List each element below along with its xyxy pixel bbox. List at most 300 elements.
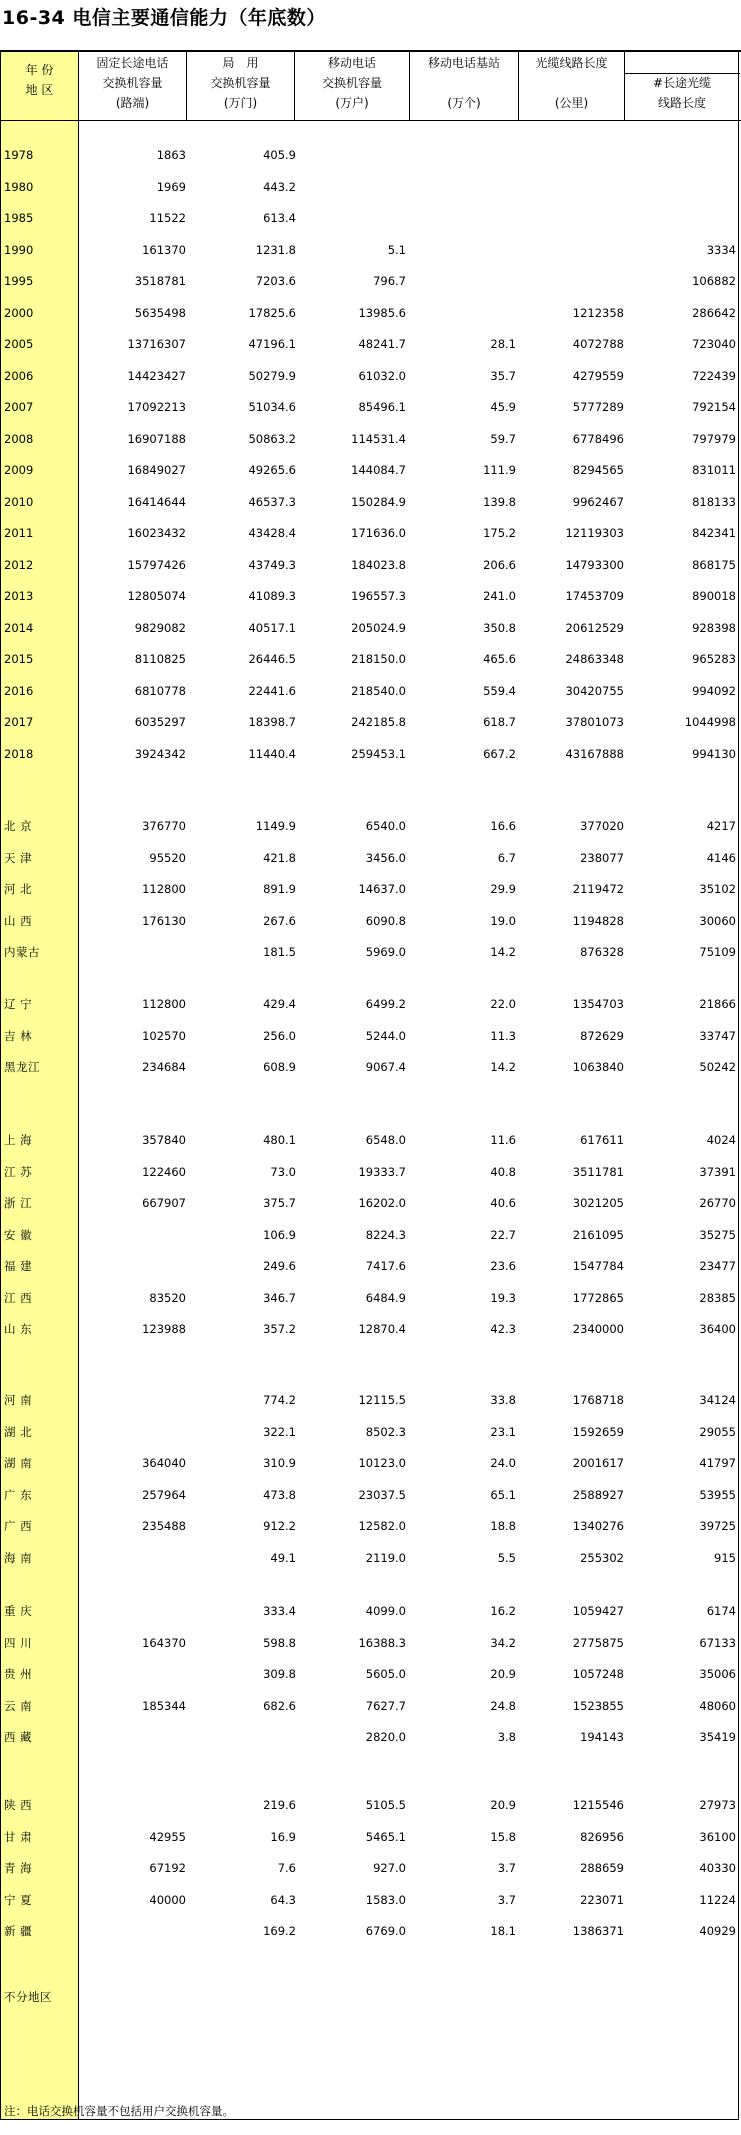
table-row — [0, 426, 741, 452]
table-row — [0, 1918, 741, 1944]
table-row — [0, 1724, 741, 1750]
row-label: 不分地区 — [4, 1990, 52, 2004]
table-cell: 85496.1 — [358, 400, 406, 414]
row-label: 云 南 — [4, 1698, 33, 1713]
column-header-line: 固定长途电话 — [96, 56, 169, 70]
table-row — [0, 1482, 741, 1508]
table-cell: 5244.0 — [365, 1028, 406, 1043]
table-cell: 20612529 — [565, 620, 624, 635]
table-cell: 185344 — [142, 1698, 186, 1713]
table-cell: 608.9 — [263, 1060, 296, 1074]
table-cell: 181.5 — [263, 945, 296, 959]
table-cell: 205024.9 — [351, 620, 406, 635]
row-label: 江 西 — [4, 1290, 33, 1305]
table-cell: 35419 — [699, 1730, 736, 1744]
table-cell: 14423427 — [127, 368, 186, 383]
table-cell: 238077 — [580, 850, 624, 865]
table-cell: 46537.3 — [248, 494, 296, 509]
table-cell: 219.6 — [263, 1798, 296, 1812]
table-cell: 3021205 — [572, 1196, 624, 1210]
table-cell: 346.7 — [263, 1290, 296, 1305]
table-cell: 83520 — [149, 1290, 186, 1305]
table-row — [0, 1253, 741, 1279]
table-cell: 139.8 — [483, 494, 516, 509]
table-cell: 11.6 — [490, 1133, 516, 1147]
row-label: 2005 — [4, 337, 34, 351]
table-cell: 1215546 — [572, 1798, 624, 1812]
table-cell: 22441.6 — [248, 683, 296, 698]
table-cell: 35006 — [699, 1667, 736, 1681]
table-cell: 23.1 — [490, 1424, 516, 1439]
table-cell: 34.2 — [490, 1635, 516, 1650]
table-cell: 112800 — [142, 882, 186, 896]
row-label: 2016 — [4, 683, 34, 698]
table-cell: 16.9 — [270, 1829, 296, 1844]
row-label: 2012 — [4, 557, 34, 572]
table-cell: 7.6 — [277, 1861, 296, 1875]
table-row — [0, 813, 741, 839]
table-cell: 4217 — [706, 819, 736, 833]
table-cell: 17453709 — [565, 589, 624, 603]
table-cell: 171636.0 — [351, 526, 406, 540]
table-cell: 150284.9 — [351, 494, 406, 509]
column-header-line: (路端) — [115, 96, 150, 110]
table-cell: 286642 — [692, 305, 736, 320]
table-cell: 405.9 — [263, 148, 296, 162]
row-label: 吉 林 — [4, 1028, 33, 1043]
table-row — [0, 1387, 741, 1413]
table-cell: 375.7 — [263, 1196, 296, 1210]
table-cell: 792154 — [692, 400, 736, 414]
table-row — [0, 552, 741, 578]
table-cell: 796.7 — [373, 274, 406, 288]
table-cell: 6548.0 — [365, 1133, 406, 1147]
table-cell: 1583.0 — [365, 1892, 406, 1907]
table-cell: 255302 — [580, 1550, 624, 1565]
table-cell: 28.1 — [490, 337, 516, 351]
table-cell: 912.2 — [263, 1519, 296, 1533]
table-cell: 2588927 — [572, 1487, 624, 1502]
table-cell: 350.8 — [483, 620, 516, 635]
row-label: 2007 — [4, 400, 34, 414]
table-cell: 927.0 — [373, 1861, 406, 1875]
row-label: 2008 — [4, 431, 34, 446]
row-label: 广 东 — [4, 1487, 33, 1502]
table-cell: 890018 — [692, 589, 736, 603]
table-cell: 5465.1 — [365, 1829, 406, 1844]
table-row — [0, 583, 741, 609]
table-cell: 37801073 — [565, 715, 624, 729]
table-cell: 6540.0 — [365, 819, 406, 833]
table-row — [0, 1824, 741, 1850]
table-cell: 95520 — [149, 850, 186, 865]
table-cell: 40000 — [149, 1892, 186, 1907]
table-cell: 218150.0 — [351, 652, 406, 666]
row-label: 河 北 — [4, 882, 33, 896]
table-cell: 196557.3 — [351, 589, 406, 603]
table-cell: 2340000 — [572, 1322, 624, 1336]
table-cell: 6778496 — [572, 431, 624, 446]
table-cell: 176130 — [142, 913, 186, 928]
table-cell: 267.6 — [263, 913, 296, 928]
table-cell: 67133 — [699, 1635, 736, 1650]
table-cell: 3518781 — [134, 274, 186, 288]
table-cell: 722439 — [692, 368, 736, 383]
table-row — [0, 394, 741, 420]
table-cell: 3.7 — [497, 1861, 516, 1875]
column-header-line: (万户) — [335, 96, 369, 110]
row-label: 内蒙古 — [4, 945, 40, 959]
table-cell: 1523855 — [572, 1698, 624, 1713]
table-cell: 19.3 — [490, 1290, 516, 1305]
table-row — [0, 1023, 741, 1049]
table-cell: 218540.0 — [351, 683, 406, 698]
table-cell: 11224 — [699, 1892, 736, 1907]
column-header-line: (万门) — [223, 96, 258, 110]
row-label: 2006 — [4, 368, 34, 383]
table-cell: 40330 — [699, 1861, 736, 1875]
table-cell: 12119303 — [565, 526, 624, 540]
table-cell: 29055 — [699, 1424, 736, 1439]
table-cell: 37391 — [699, 1164, 736, 1179]
table-cell: 43749.3 — [248, 557, 296, 572]
table-cell: 5969.0 — [365, 945, 406, 959]
table-cell: 30420755 — [565, 683, 624, 698]
column-header-mobile-exchange — [295, 53, 409, 113]
table-cell: 73.0 — [270, 1164, 296, 1179]
table-cell: 16023432 — [127, 526, 186, 540]
row-label: 山 西 — [4, 913, 33, 928]
table-cell: 12870.4 — [358, 1322, 406, 1336]
table-cell: 14.2 — [490, 1060, 516, 1074]
table-cell: 45.9 — [490, 400, 516, 414]
table-cell: 34124 — [699, 1393, 736, 1407]
row-label: 海 南 — [4, 1550, 33, 1565]
table-cell: 13985.6 — [358, 305, 406, 320]
table-cell: 6484.9 — [365, 1290, 406, 1305]
table-row — [0, 1316, 741, 1342]
table-cell: 613.4 — [263, 211, 296, 225]
table-cell: 67192 — [149, 1861, 186, 1875]
table-cell: 35275 — [699, 1227, 736, 1242]
table-row — [0, 1630, 741, 1656]
table-cell: 309.8 — [263, 1667, 296, 1681]
column-header-local-exchange — [187, 53, 294, 113]
table-cell: 618.7 — [483, 715, 516, 729]
table-cell: 18.1 — [490, 1924, 516, 1938]
table-cell: 559.4 — [483, 683, 516, 698]
row-label: 2015 — [4, 652, 34, 666]
table-cell: 13716307 — [127, 337, 186, 351]
table-title: 16-34 电信主要通信能力（年底数） — [2, 7, 326, 29]
table-cell: 17825.6 — [248, 305, 296, 320]
row-label: 贵 州 — [4, 1667, 33, 1681]
table-cell: 2119472 — [572, 882, 624, 896]
table-cell: 6810778 — [134, 683, 186, 698]
table-cell: 357840 — [142, 1133, 186, 1147]
table-cell: 3511781 — [572, 1164, 624, 1179]
column-header-line — [410, 73, 518, 93]
table-cell: 123988 — [142, 1322, 186, 1336]
table-cell: 288659 — [580, 1861, 624, 1875]
table-cell: 1768718 — [572, 1393, 624, 1407]
table-cell: 5.5 — [497, 1550, 516, 1565]
table-cell: 223071 — [580, 1892, 624, 1907]
table-cell: 169.2 — [263, 1924, 296, 1938]
table-row — [0, 1419, 741, 1445]
table-cell: 723040 — [692, 337, 736, 351]
table-cell: 1772865 — [572, 1290, 624, 1305]
table-cell: 465.6 — [483, 652, 516, 666]
table-cell: 27973 — [699, 1798, 736, 1812]
row-label: 2011 — [4, 526, 34, 540]
table-cell: 24.0 — [490, 1456, 516, 1470]
table-cell: 6769.0 — [365, 1924, 406, 1938]
column-header-line: 交换机容量 — [102, 76, 163, 90]
table-row — [0, 1285, 741, 1311]
table-cell: 421.8 — [263, 850, 296, 865]
table-cell: 43428.4 — [248, 526, 296, 540]
table-cell: 3334 — [706, 242, 736, 257]
table-cell: 2119.0 — [365, 1550, 406, 1565]
table-cell: 41797 — [699, 1456, 736, 1470]
table-cell: 994130 — [692, 746, 736, 761]
table-cell: 12115.5 — [358, 1393, 406, 1407]
table-cell: 23037.5 — [358, 1487, 406, 1502]
row-label: 湖 南 — [4, 1456, 33, 1470]
table-row — [0, 1661, 741, 1687]
table-cell: 40.8 — [490, 1164, 516, 1179]
column-header-line: 线路长度 — [657, 96, 706, 110]
table-row — [0, 678, 741, 704]
table-cell: 6.7 — [497, 850, 516, 865]
stub-header — [1, 60, 78, 100]
table-cell: 1592659 — [572, 1424, 624, 1439]
table-cell: 249.6 — [263, 1259, 296, 1273]
row-label: 青 海 — [4, 1861, 33, 1875]
row-label: 1990 — [4, 242, 34, 257]
row-label: 陕 西 — [4, 1798, 33, 1812]
table-cell: 818133 — [692, 494, 736, 509]
table-cell: 429.4 — [263, 997, 296, 1011]
column-header-long-haul-fiber — [625, 53, 739, 113]
table-cell: 15.8 — [490, 1829, 516, 1844]
table-cell: 18.8 — [490, 1519, 516, 1533]
table-cell: 842341 — [692, 526, 736, 540]
table-cell: 33.8 — [490, 1393, 516, 1407]
table-cell: 30060 — [699, 913, 736, 928]
table-cell: 2775875 — [572, 1635, 624, 1650]
table-cell: 42.3 — [490, 1322, 516, 1336]
table-cell: 11440.4 — [248, 746, 296, 761]
table-cell: 102570 — [142, 1028, 186, 1043]
table-cell: 310.9 — [263, 1456, 296, 1470]
column-header-line: 移动电话基站 — [427, 56, 500, 70]
table-cell: 16388.3 — [358, 1635, 406, 1650]
table-cell: 24863348 — [565, 652, 624, 666]
table-cell: 144084.7 — [351, 463, 406, 477]
row-label: 1985 — [4, 211, 34, 225]
table-cell: 1547784 — [572, 1259, 624, 1273]
table-cell: 5777289 — [572, 400, 624, 414]
table-cell: 774.2 — [263, 1393, 296, 1407]
table-cell: 42955 — [149, 1829, 186, 1844]
table-cell: 61032.0 — [358, 368, 406, 383]
table-cell: 50863.2 — [248, 431, 296, 446]
table-row — [0, 1127, 741, 1153]
column-header-line: #长途光缆 — [652, 76, 712, 90]
table-cell: 8224.3 — [365, 1227, 406, 1242]
table-row — [0, 520, 741, 546]
row-label: 2013 — [4, 589, 34, 603]
table-cell: 377020 — [580, 819, 624, 833]
row-label: 1978 — [4, 148, 34, 162]
row-label: 2000 — [4, 305, 34, 320]
table-row — [0, 991, 741, 1017]
row-label: 河 南 — [4, 1393, 33, 1407]
table-cell: 473.8 — [263, 1487, 296, 1502]
table-cell: 6174 — [706, 1604, 736, 1618]
table-row — [0, 1887, 741, 1913]
table-cell: 122460 — [142, 1164, 186, 1179]
row-label: 福 建 — [4, 1259, 33, 1273]
column-header-line — [519, 73, 624, 93]
table-cell: 28385 — [699, 1290, 736, 1305]
table-cell: 114531.4 — [351, 431, 406, 446]
table-cell: 256.0 — [263, 1028, 296, 1043]
table-cell: 6035297 — [134, 715, 186, 729]
table-cell: 106882 — [692, 274, 736, 288]
table-row — [0, 457, 741, 483]
table-cell: 1969 — [156, 179, 186, 194]
table-cell: 11.3 — [490, 1028, 516, 1043]
row-label: 1995 — [4, 274, 34, 288]
table-cell: 18398.7 — [248, 715, 296, 729]
table-row — [0, 237, 741, 263]
table-cell: 876328 — [580, 945, 624, 959]
table-row — [0, 1545, 741, 1571]
row-label: 甘 肃 — [4, 1829, 33, 1844]
table-row — [0, 1792, 741, 1818]
table-cell: 357.2 — [263, 1322, 296, 1336]
table-cell: 50279.9 — [248, 368, 296, 383]
row-label: 天 津 — [4, 850, 33, 865]
table-cell: 47196.1 — [248, 337, 296, 351]
table-row — [0, 615, 741, 641]
table-row — [0, 908, 741, 934]
table-row — [0, 1598, 741, 1624]
table-cell: 443.2 — [263, 179, 296, 194]
row-label: 湖 北 — [4, 1424, 33, 1439]
table-cell: 40.6 — [490, 1196, 516, 1210]
table-row — [0, 845, 741, 871]
table-cell: 5635498 — [134, 305, 186, 320]
table-cell: 480.1 — [263, 1133, 296, 1147]
table-cell: 3.7 — [497, 1892, 516, 1907]
table-cell: 9067.4 — [365, 1060, 406, 1074]
table-cell: 23.6 — [490, 1259, 516, 1273]
table-row — [0, 1054, 741, 1080]
table-cell: 12805074 — [127, 589, 186, 603]
table-cell: 16.2 — [490, 1604, 516, 1618]
column-header-base-stations — [410, 53, 518, 113]
table-cell: 682.6 — [263, 1698, 296, 1713]
table-cell: 9962467 — [572, 494, 624, 509]
table-cell: 6090.8 — [365, 913, 406, 928]
table-cell: 234684 — [142, 1060, 186, 1074]
table-cell: 175.2 — [483, 526, 516, 540]
table-cell: 915 — [714, 1550, 736, 1565]
table-cell: 1063840 — [572, 1060, 624, 1074]
table-cell: 1212358 — [572, 305, 624, 320]
row-label: 2018 — [4, 746, 34, 761]
table-row — [0, 646, 741, 672]
table-cell: 965283 — [692, 652, 736, 666]
table-cell: 64.3 — [270, 1892, 296, 1907]
table-cell: 23477 — [699, 1259, 736, 1273]
table-row — [0, 1984, 741, 2010]
table-cell: 9829082 — [134, 620, 186, 635]
table-row — [0, 1159, 741, 1185]
table-row — [0, 876, 741, 902]
table-row — [0, 205, 741, 231]
table-cell: 1863 — [156, 148, 186, 162]
table-cell: 49.1 — [270, 1550, 296, 1565]
table-cell: 111.9 — [483, 463, 516, 477]
table-cell: 16414644 — [127, 494, 186, 509]
table-cell: 8294565 — [572, 463, 624, 477]
table-cell: 24.8 — [490, 1698, 516, 1713]
table-cell: 1059427 — [572, 1604, 624, 1618]
table-cell: 35102 — [699, 882, 736, 896]
row-label: 四 川 — [4, 1635, 33, 1650]
column-header-line: 交换机容量 — [210, 76, 271, 90]
table-cell: 39725 — [699, 1519, 736, 1533]
row-label: 上 海 — [4, 1133, 33, 1147]
table-row — [0, 939, 741, 965]
table-cell: 65.1 — [490, 1487, 516, 1502]
row-label: 江 苏 — [4, 1164, 33, 1179]
table-cell: 667907 — [142, 1196, 186, 1210]
table-cell: 8502.3 — [365, 1424, 406, 1439]
table-cell: 1149.9 — [255, 819, 296, 833]
table-row — [0, 142, 741, 168]
table-row — [0, 1855, 741, 1881]
table-cell: 206.6 — [483, 557, 516, 572]
table-cell: 26770 — [699, 1196, 736, 1210]
table-cell: 797979 — [692, 431, 736, 446]
table-cell: 20.9 — [490, 1798, 516, 1812]
table-cell: 14637.0 — [358, 882, 406, 896]
table-cell: 1231.8 — [255, 242, 296, 257]
row-label: 2009 — [4, 463, 34, 477]
row-label: 北 京 — [4, 819, 33, 833]
table-cell: 598.8 — [263, 1635, 296, 1650]
column-header-line: 交换机容量 — [321, 76, 382, 90]
table-cell: 184023.8 — [351, 557, 406, 572]
table-cell: 3924342 — [134, 746, 186, 761]
table-cell: 4146 — [706, 850, 736, 865]
row-label: 2010 — [4, 494, 34, 509]
table-cell: 16849027 — [127, 463, 186, 477]
table-cell: 826956 — [580, 1829, 624, 1844]
table-row — [0, 489, 741, 515]
table-cell: 5105.5 — [365, 1798, 406, 1812]
table-cell: 51034.6 — [248, 400, 296, 414]
table-cell: 75109 — [699, 945, 736, 959]
row-label: 2014 — [4, 620, 34, 635]
table-cell: 5.1 — [387, 242, 406, 257]
